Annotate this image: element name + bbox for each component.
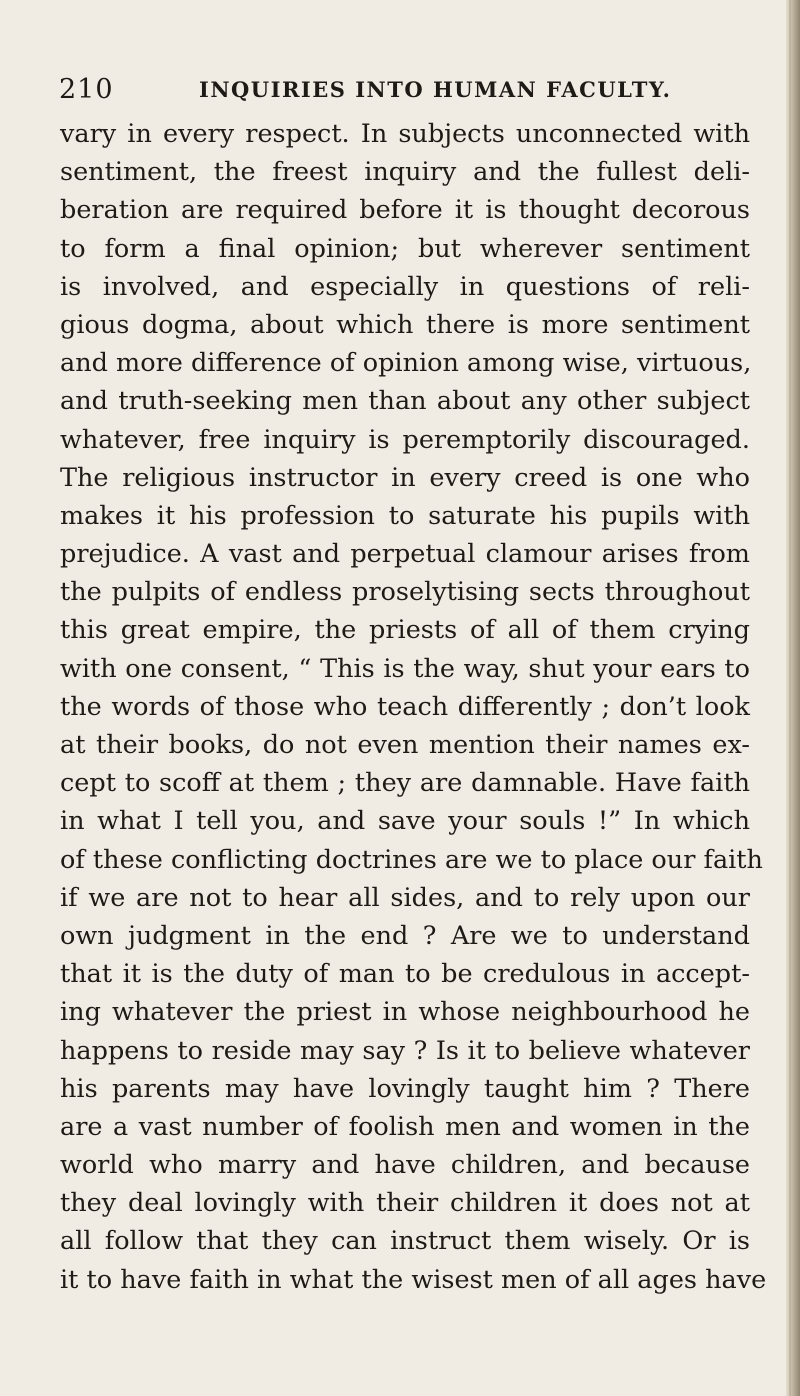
text-line: and truth-seeking men than about any other subject bbox=[60, 386, 750, 417]
text-line: vary in every respect. In subjects unconnected with bbox=[60, 119, 750, 149]
text-line: The religious instructor in every creed is one who bbox=[60, 462, 750, 493]
text-line: his parents may have lovingly taught him ? There bbox=[60, 1073, 750, 1104]
text-line: with one consent, “ This is the way, shut your ears to bbox=[60, 653, 750, 684]
text-line: the words of those who teach differently ; don’t look bbox=[60, 691, 750, 722]
text-line: and more difference of opinion among wise, virtuous, bbox=[60, 348, 752, 379]
text-line: this great empire, the priests of all of them crying bbox=[60, 615, 750, 646]
page-edge bbox=[786, 0, 800, 1396]
text-line: all follow that they can instruct them wisely. Or is bbox=[60, 1226, 750, 1257]
text-line: to form a final opinion; but wherever sentiment bbox=[60, 233, 750, 264]
text-line: in what I tell you, and save your souls !” In which bbox=[60, 806, 750, 837]
text-line: that it is the duty of man to be credulous in accept- bbox=[60, 959, 750, 990]
text-line: at their books, do not even mention their names ex- bbox=[60, 730, 750, 760]
running-head bbox=[59, 74, 749, 118]
page-number: 210 bbox=[59, 74, 114, 105]
text-line: sentiment, the freest inquiry and the fullest deli- bbox=[60, 157, 750, 188]
text-line: world who marry and have children, and because bbox=[60, 1150, 750, 1181]
text-line: makes it his profession to saturate his pupils with bbox=[60, 500, 750, 531]
text-line: own judgment in the end ? Are we to understand bbox=[60, 920, 750, 951]
text-line: prejudice. A vast and perpetual clamour arises from bbox=[60, 539, 750, 570]
text-line: the pulpits of endless proselytising sects throughout bbox=[60, 577, 750, 608]
text-line: if we are not to hear all sides, and to rely upon our bbox=[60, 882, 750, 913]
text-line: cept to scoff at them ; they are damnable. Have faith bbox=[60, 768, 750, 799]
body-text bbox=[60, 115, 767, 1299]
text-line: is involved, and especially in questions of reli- bbox=[60, 271, 750, 302]
text-line: happens to reside may say ? Is it to believe whatever bbox=[60, 1035, 750, 1066]
text-line: beration are required before it is thought decorous bbox=[60, 195, 750, 226]
text-line: gious dogma, about which there is more sentiment bbox=[60, 309, 750, 340]
running-title: INQUIRIES INTO HUMAN FACULTY. bbox=[199, 77, 672, 102]
text-line: it to have faith in what the wisest men of all ages have bbox=[60, 1264, 767, 1295]
text-line: of these conflicting doctrines are we to place our faith bbox=[60, 844, 763, 875]
text-line: whatever, free inquiry is peremptorily discouraged. bbox=[60, 424, 750, 455]
text-line: ing whatever the priest in whose neighbourhood he bbox=[60, 997, 750, 1028]
text-line: are a vast number of foolish men and women in the bbox=[60, 1111, 750, 1142]
text-line: they deal lovingly with their children it does not at bbox=[60, 1188, 750, 1219]
